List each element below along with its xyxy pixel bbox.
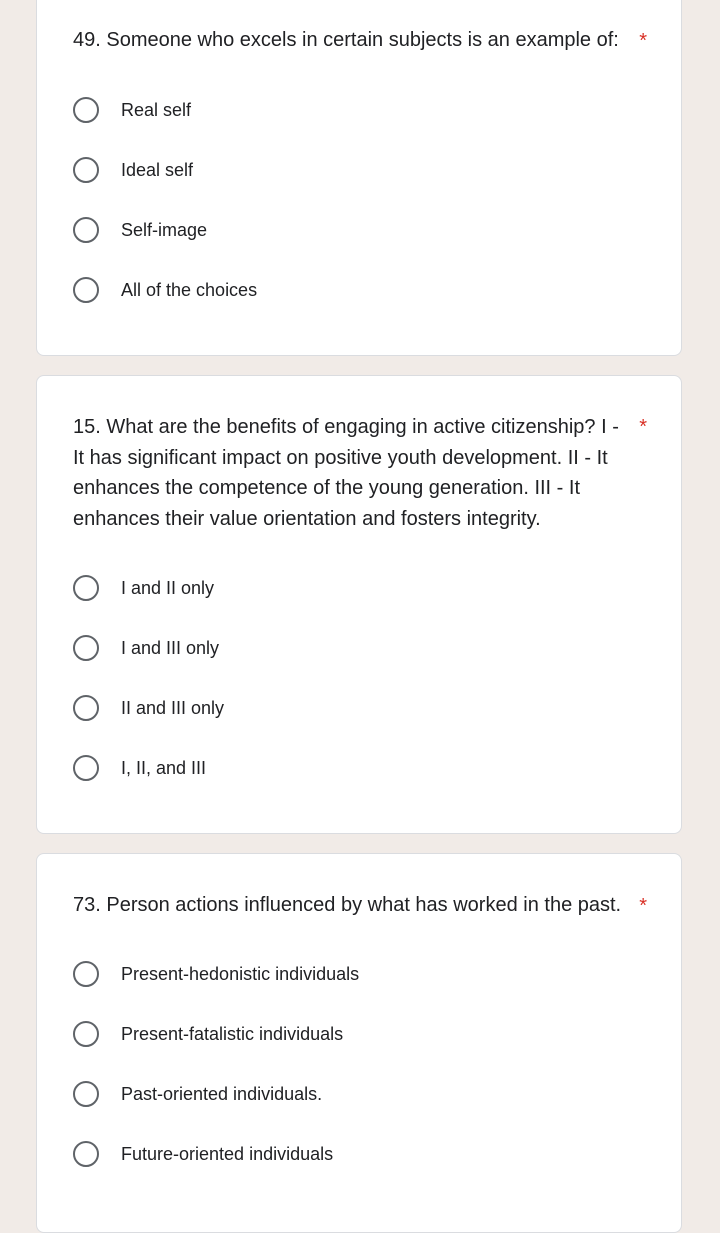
required-asterisk: * xyxy=(639,416,647,438)
option-label: Real self xyxy=(121,99,192,120)
radio-option[interactable] xyxy=(73,95,191,125)
radio-button-icon[interactable] xyxy=(73,217,99,243)
radio-button-icon[interactable] xyxy=(73,157,99,183)
radio-option[interactable] xyxy=(73,693,224,723)
radio-button-icon[interactable] xyxy=(73,635,99,661)
radio-option[interactable] xyxy=(73,215,207,245)
radio-option[interactable] xyxy=(73,633,219,663)
question-title: 73. Person actions influenced by what has worked in the past. xyxy=(73,894,622,916)
question-card xyxy=(36,0,682,356)
required-asterisk: * xyxy=(639,30,647,52)
radio-option[interactable] xyxy=(73,1079,322,1109)
radio-option[interactable] xyxy=(73,573,214,603)
option-label: Present-hedonistic individuals xyxy=(121,963,360,984)
required-asterisk: * xyxy=(639,895,647,917)
option-label: II and III only xyxy=(121,697,225,718)
radio-button-icon[interactable] xyxy=(73,961,99,987)
radio-option[interactable] xyxy=(73,753,206,783)
radio-button-icon[interactable] xyxy=(73,575,99,601)
radio-option[interactable] xyxy=(73,1139,333,1169)
option-label: Past-oriented individuals. xyxy=(121,1083,323,1104)
question-card xyxy=(36,853,682,1233)
radio-button-icon[interactable] xyxy=(73,695,99,721)
question-card xyxy=(36,375,682,834)
radio-button-icon[interactable] xyxy=(73,1141,99,1167)
radio-option[interactable] xyxy=(73,155,193,185)
option-label: Self-image xyxy=(121,219,208,240)
radio-option[interactable] xyxy=(73,959,359,989)
option-label: Present-fatalistic individuals xyxy=(121,1023,344,1044)
question-title: 15. What are the benefits of engaging in active citizenship? I - It has significant impact on positive youth development. II - It enhances the competence of the young generation. III - It enhances their value orientation and fosters integrity. xyxy=(73,416,619,530)
radio-button-icon[interactable] xyxy=(73,277,99,303)
option-label: I, II, and III xyxy=(121,757,207,778)
option-label: Future-oriented individuals xyxy=(121,1143,334,1164)
question-title: 49. Someone who excels in certain subjects is an example of: xyxy=(73,29,619,51)
radio-button-icon[interactable] xyxy=(73,97,99,123)
radio-button-icon[interactable] xyxy=(73,1021,99,1047)
option-label: I and II only xyxy=(121,577,215,598)
radio-button-icon[interactable] xyxy=(73,1081,99,1107)
option-label: I and III only xyxy=(121,637,220,658)
radio-option[interactable] xyxy=(73,275,257,305)
radio-option[interactable] xyxy=(73,1019,343,1049)
radio-button-icon[interactable] xyxy=(73,755,99,781)
option-label: Ideal self xyxy=(121,159,194,180)
option-label: All of the choices xyxy=(121,279,258,300)
